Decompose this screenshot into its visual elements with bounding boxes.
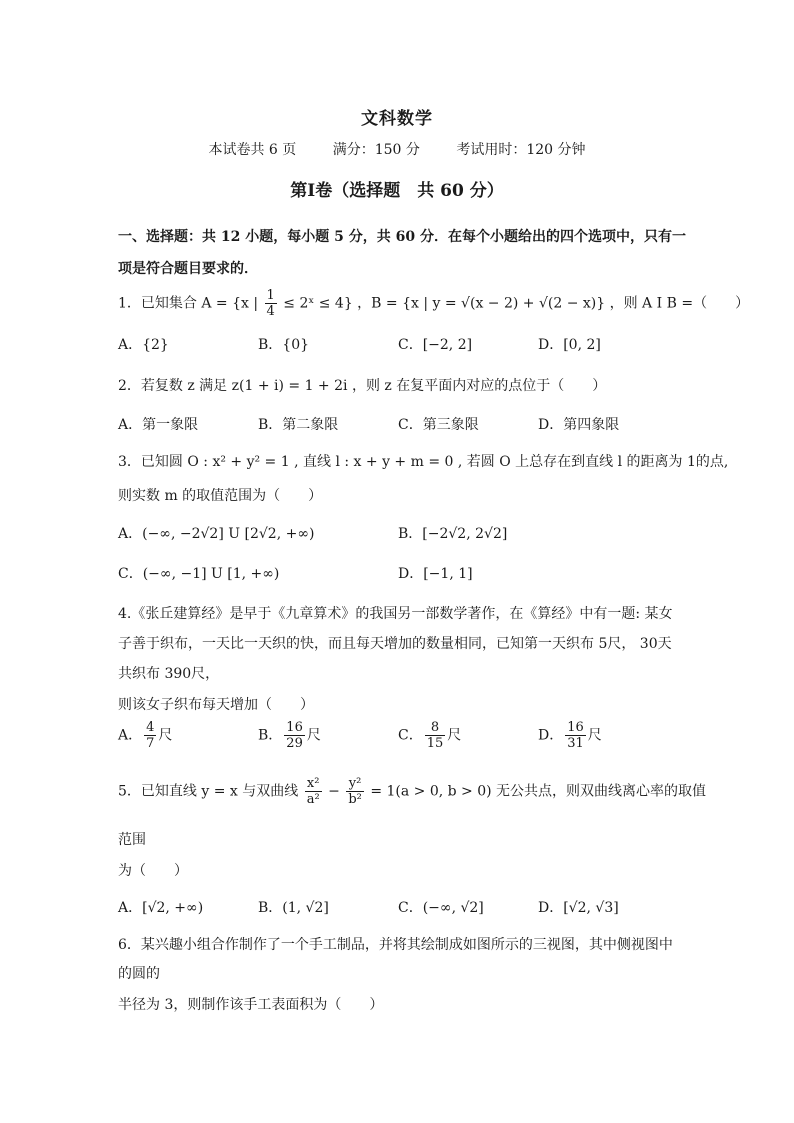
q2-option-b: B．第二象限 [258, 417, 339, 433]
question-6-line-3: 半径为 3，则制作该手工表面积为（ ） [118, 997, 384, 1013]
q1-option-d: D．[0, 2] [538, 337, 601, 353]
question-4-line-2: 子善于织布，一天比一天织的快，而且每天增加的数量相同，已知第一天织布 5尺， 30天 [118, 636, 672, 652]
q1-frac-num: 1 [266, 288, 275, 303]
q4-option-c-label: C． [398, 727, 423, 744]
q4-option-d-num: 16 [567, 720, 584, 735]
question-4-line-4: 则该女子织布每天增加（ ） [118, 697, 314, 713]
q4-option-b-label: B． [258, 727, 283, 744]
instructions-line-1: 一、选择题：共 12 小题，每小题 5 分，共 60 分．在每个小题给出的四个选项中，只有一 [118, 229, 686, 245]
question-1 [118, 288, 749, 319]
q3-option-d: D．[−1, 1] [398, 566, 473, 582]
q4-option-d-den: 31 [567, 736, 584, 751]
q5-option-c: C．(−∞, √2] [398, 900, 484, 916]
q5-text-a: 5．已知直线 y = x 与双曲线 [118, 783, 299, 800]
question-5-line-1 [118, 776, 706, 807]
q5-option-d: D．[√2, √3] [538, 900, 619, 916]
question-4-line-3: 共织布 390尺， [118, 666, 220, 682]
q5-text-b: = 1(a > 0, b > 0) 无公共点，则双曲线离心率的取值 [370, 783, 707, 800]
question-6-line-2: 的圆的 [118, 966, 160, 982]
q5-fraction-x [305, 776, 322, 807]
q1-option-c: C．[−2, 2] [398, 337, 473, 353]
question-5-line-3: 为（ ） [118, 863, 188, 879]
q4-option-c-den: 15 [426, 736, 444, 751]
q5-minus: − [328, 783, 340, 800]
q5-option-a: A．[√2, +∞) [118, 900, 204, 916]
q4-option-a-den: 7 [146, 736, 155, 751]
q4-option-b-den: 29 [286, 736, 303, 751]
q1-option-a: A．{2} [118, 337, 169, 353]
q5-frac-x-num: x² [305, 776, 322, 792]
q3-option-a: A．(−∞, −2√2] U [2√2, +∞) [118, 526, 315, 542]
q5-fraction-y [346, 776, 364, 807]
exam-title: 文科数学 [361, 109, 433, 129]
q5-frac-y-num: y² [346, 776, 364, 792]
q4-option-d-fraction [565, 720, 586, 751]
exam-info [0, 139, 794, 159]
q2-option-a: A．第一象限 [118, 417, 199, 433]
q1-frac-den: 4 [266, 304, 275, 319]
q1-option-b: B．{0} [258, 337, 310, 353]
question-3-line-2: 则实数 m 的取值范围为（ ） [118, 488, 323, 504]
q4-option-b-num: 16 [286, 720, 303, 735]
q5-frac-y-den: b² [348, 792, 362, 807]
q4-option-b-fraction [284, 720, 305, 751]
question-6-line-1: 6．某兴趣小组合作制作了一个手工制品，并将其绘制成如图所示的三视图，其中侧视图中 [118, 937, 673, 953]
q1-text-b: ≤ 2ˣ ≤ 4} ，B = {x | y = √(x − 2) + √(2 − x)} ，则 A I B =（ ） [283, 295, 750, 312]
section-title: 第Ⅰ卷（选择题 共 60 分） [290, 181, 504, 201]
q3-option-b: B．[−2√2, 2√2] [398, 526, 508, 542]
question-3-line-1: 3．已知圆 O : x² + y² = 1 , 直线 l : x + y + m = 0 , 若圆 O 上总存在到直线 l 的距离为 1的点, [118, 454, 729, 470]
full-score: 满分：150 分 [332, 142, 420, 158]
q2-option-c: C．第三象限 [398, 417, 479, 433]
q4-option-d-unit: 尺 [587, 727, 602, 744]
q4-option-d-label: D． [538, 727, 564, 744]
q4-option-c [398, 720, 461, 751]
q3-option-c: C．(−∞, −1] U [1, +∞) [118, 566, 280, 582]
q2-option-d: D．第四象限 [538, 417, 620, 433]
q4-option-b [258, 720, 321, 751]
q4-option-a-unit: 尺 [158, 727, 173, 744]
q4-option-a-label: A． [118, 727, 143, 744]
q4-option-a-num: 4 [146, 720, 155, 735]
exam-time: 考试用时：120 分钟 [456, 142, 586, 158]
q4-option-a [118, 720, 172, 751]
instructions-line-2: 项是符合题目要求的． [118, 261, 258, 277]
q5-frac-x-den: a² [306, 792, 320, 807]
q4-option-c-unit: 尺 [447, 727, 462, 744]
question-5-line-2: 范围 [118, 832, 146, 848]
question-4-line-1: 4.《张丘建算经》是早于《九章算术》的我国另一部数学著作，在《算经》中有一题: 某女 [118, 606, 673, 622]
question-2: 2．若复数 z 满足 z(1 + i) = 1 + 2i ，则 z 在复平面内对应的点位于（ ） [118, 378, 607, 394]
q1-text-a: 1．已知集合 A = {x | [118, 295, 259, 312]
page-count: 本试卷共 6 页 [208, 142, 297, 158]
q4-option-b-unit: 尺 [306, 727, 321, 744]
q4-option-a-fraction [144, 720, 156, 751]
q4-option-c-num: 8 [425, 720, 446, 736]
q4-option-d [538, 720, 602, 751]
q4-option-c-fraction [425, 720, 446, 751]
q5-option-b: B．(1, √2] [258, 900, 329, 916]
q1-fraction [265, 288, 277, 319]
